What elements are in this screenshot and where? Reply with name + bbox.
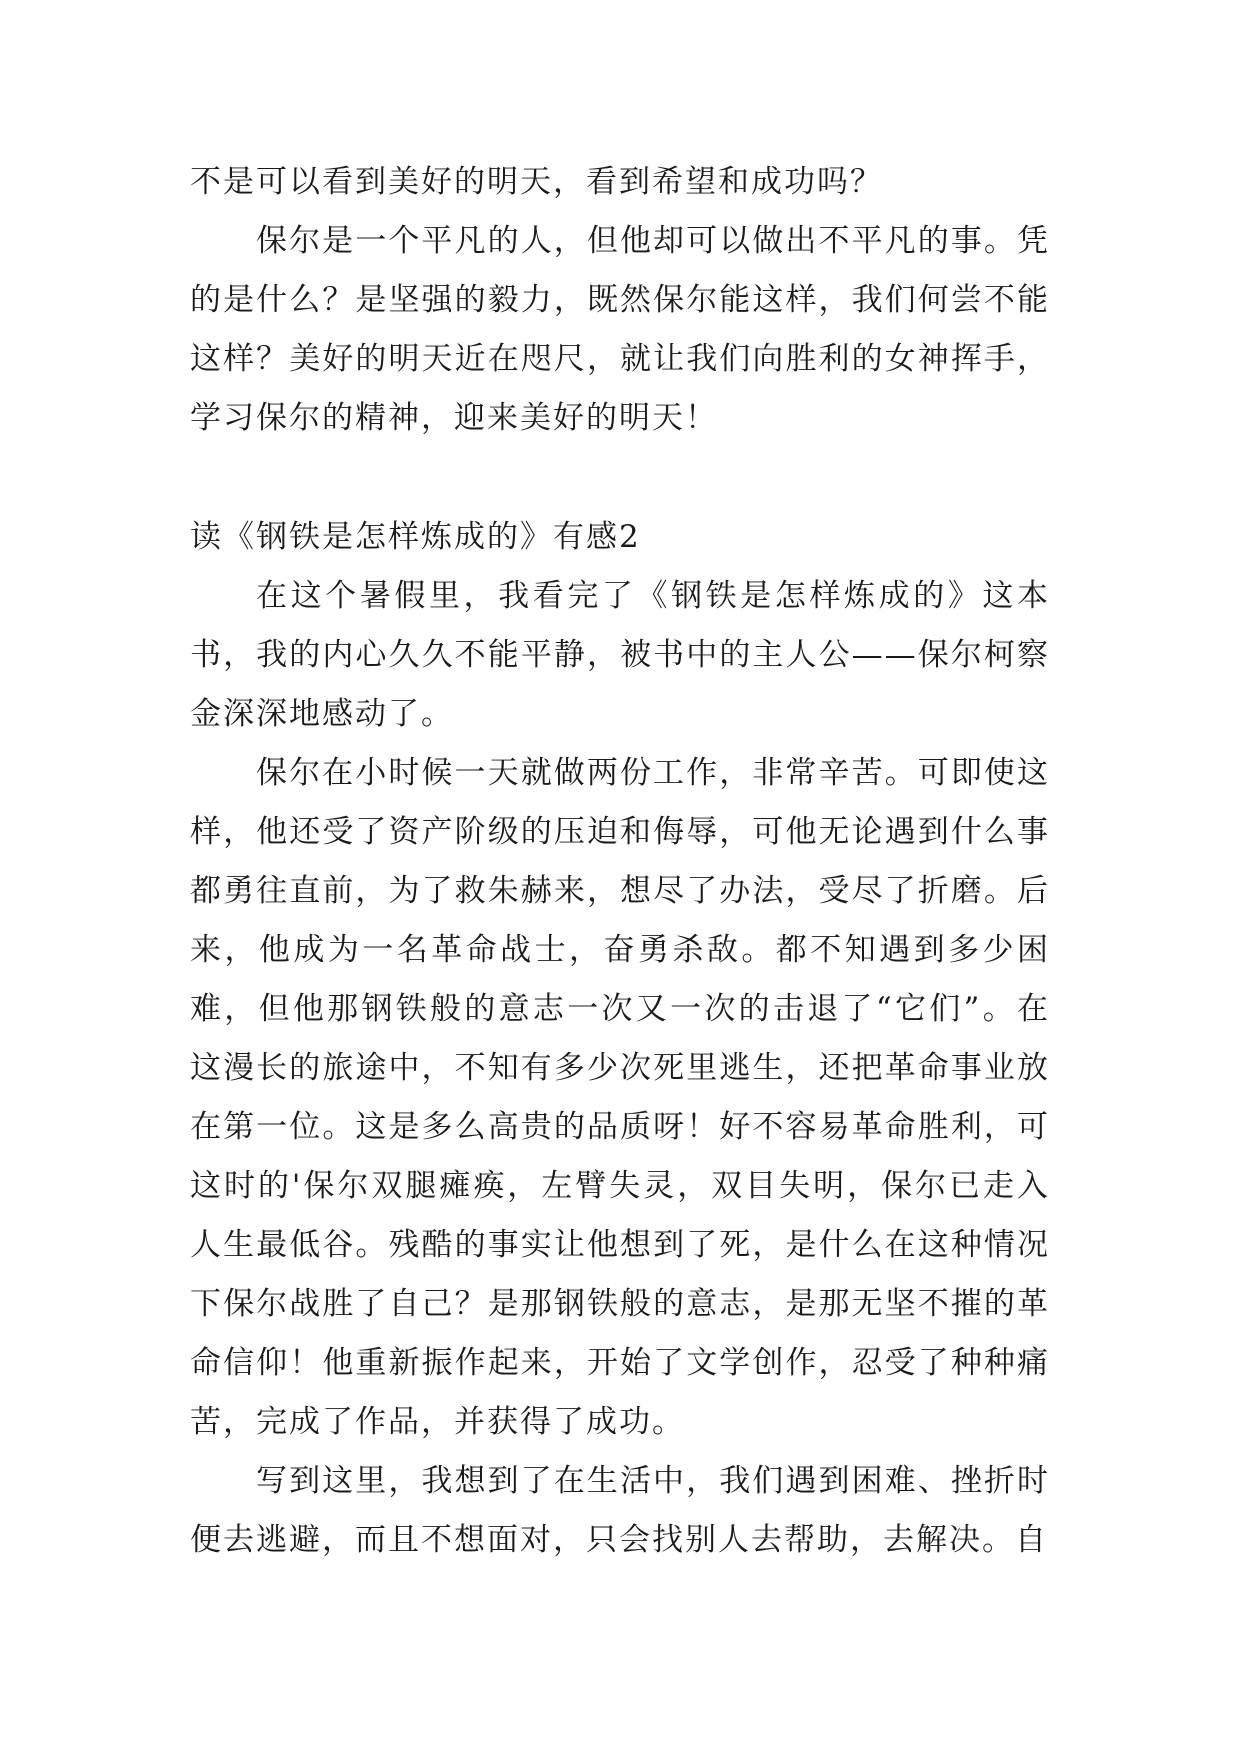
body-paragraph-4: 写到这里，我想到了在生活中，我们遇到困难、挫折时便去逃避，而且不想面对，只会找别人去帮助，去解决。自 (190, 1463, 1050, 1558)
document-body (190, 153, 1050, 1570)
body-paragraph-2: 在这个暑假里，我看完了《钢铁是怎样炼成的》这本书，我的内心久久不能平静，被书中的主人公——保尔柯察金深深地感动了。 (190, 578, 1050, 732)
section-heading: 读《钢铁是怎样炼成的》有感2 (190, 519, 641, 555)
body-paragraph-1: 保尔是一个平凡的人，但他却可以做出不平凡的事。凭的是什么？是坚强的毅力，既然保尔能这样，我们何尝不能这样？美好的明天近在咫尺，就让我们向胜利的女神挥手，学习保尔的精神，迎来美好的明天！ (190, 223, 1050, 436)
section-spacer (190, 448, 1050, 508)
body-paragraph-3: 保尔在小时候一天就做两份工作，非常辛苦。可即使这样，他还受了资产阶级的压迫和侮辱，可他无论遇到什么事都勇往直前，为了救朱赫来，想尽了办法，受尽了折磨。后来，他成为一名革命战士，奋勇杀敌。都不知遇到多少困难，但他那钢铁般的意志一次又一次的击退了“它们”。在这漫长的旅途中，不知有多少次死里逃生，还把革命事业放在第一位。这是多么高贵的品质呀！好不容易革命胜利，可这时的'保尔双腿瘫痪，左臂失灵，双目失明，保尔已走入人生最低谷。残酷的事实让他想到了死，是什么在这种情况下保尔战胜了自己？是那钢铁般的意志，是那无坚不摧的革命信仰！他重新振作起来，开始了文学创作，忍受了种种痛苦，完成了作品，并获得了成功。 (190, 755, 1050, 1440)
continuation-paragraph: 不是可以看到美好的明天，看到希望和成功吗？ (190, 164, 883, 200)
